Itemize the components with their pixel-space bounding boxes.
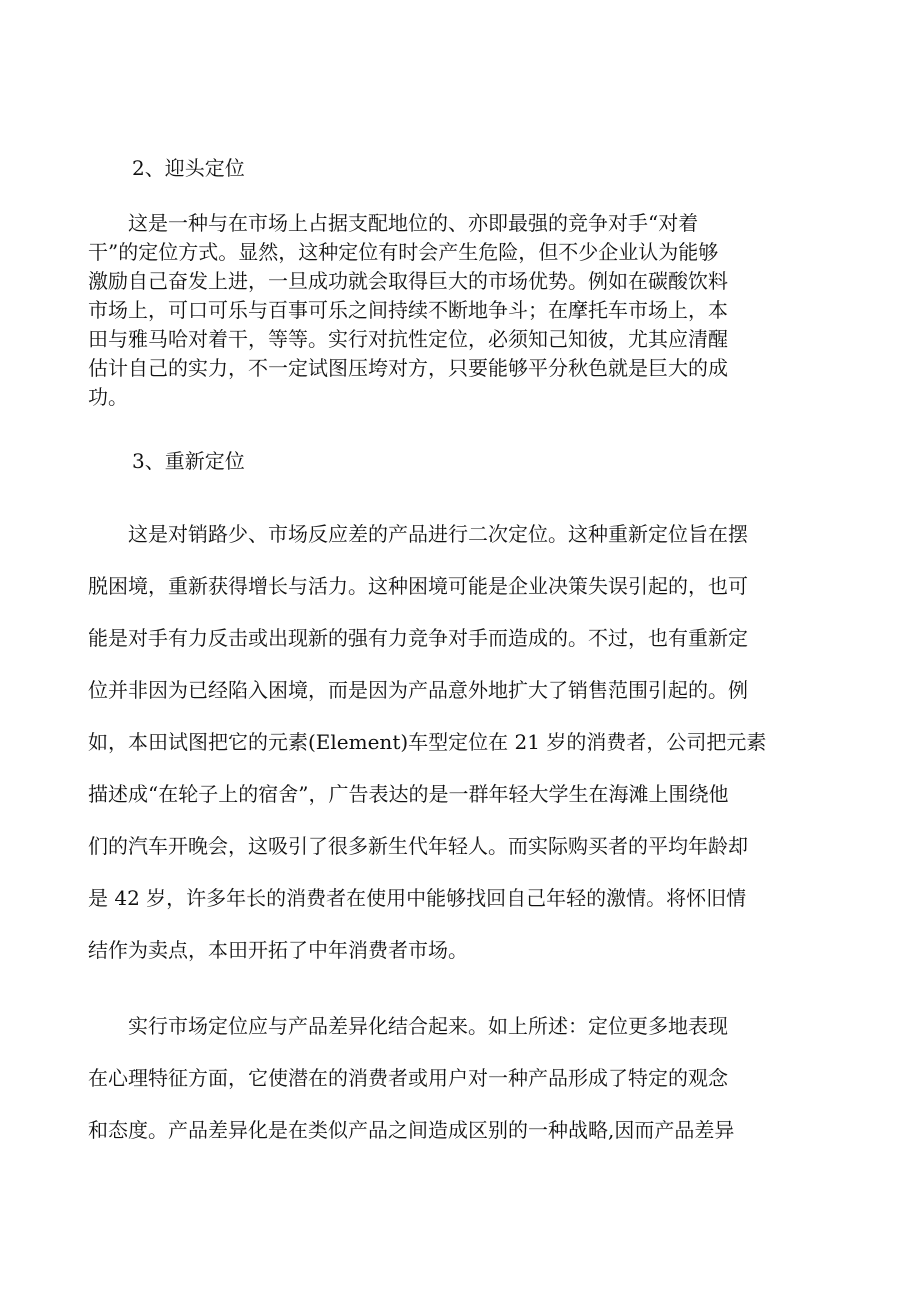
section-heading-2: 2、迎头定位 bbox=[132, 156, 245, 180]
text-line: 实行市场定位应与产品差异化结合起来。如上所述：定位更多地表现 bbox=[88, 1014, 728, 1038]
paragraph-differentiation bbox=[88, 1012, 840, 1144]
text-line: 们的汽车开晚会，这吸引了很多新生代年轻人。而实际购买者的平均年龄却 bbox=[88, 834, 748, 858]
text-line: 在心理特征方面，它使潜在的消费者或用户对一种产品形成了特定的观念 bbox=[88, 1066, 728, 1090]
paragraph-repositioning bbox=[88, 520, 840, 964]
text-line: 干”的定位方式。显然，这种定位有时会产生危险，但不少企业认为能够 bbox=[88, 240, 719, 264]
section-heading-3: 3、重新定位 bbox=[132, 449, 245, 473]
text-line: 田与雅马哈对着干，等等。实行对抗性定位，必须知己知彼，尤其应清醒 bbox=[88, 327, 728, 351]
paragraph-head-on-positioning bbox=[88, 209, 840, 411]
text-line: 脱困境，重新获得增长与活力。这种困境可能是企业决策失误引起的，也可 bbox=[88, 574, 748, 598]
text-line: 如，本田试图把它的元素(Element)车型定位在 21 岁的消费者，公司把元素 bbox=[88, 730, 767, 754]
text-line: 这是对销路少、市场反应差的产品进行二次定位。这种重新定位旨在摆 bbox=[88, 522, 748, 546]
text-line: 这是一种与在市场上占据支配地位的、亦即最强的竞争对手“对着 bbox=[88, 211, 699, 235]
text-line: 功。 bbox=[88, 385, 128, 409]
text-line: 估计自己的实力，不一定试图压垮对方，只要能够平分秋色就是巨大的成 bbox=[88, 356, 728, 380]
text-line: 市场上，可口可乐与百事可乐之间持续不断地争斗；在摩托车市场上，本 bbox=[88, 298, 728, 322]
text-line: 描述成“在轮子上的宿舍”，广告表达的是一群年轻大学生在海滩上围绕他 bbox=[88, 782, 729, 806]
text-line: 能是对手有力反击或出现新的强有力竞争对手而造成的。不过，也有重新定 bbox=[88, 626, 748, 650]
text-line: 位并非因为已经陷入困境，而是因为产品意外地扩大了销售范围引起的。例 bbox=[88, 678, 748, 702]
text-line: 是 42 岁，许多年长的消费者在使用中能够找回自己年轻的激情。将怀旧情 bbox=[88, 886, 747, 910]
text-line: 和态度。产品差异化是在类似产品之间造成区别的一种战略,因而产品差异 bbox=[88, 1118, 735, 1142]
text-line: 激励自己奋发上进，一旦成功就会取得巨大的市场优势。例如在碳酸饮料 bbox=[88, 269, 728, 293]
text-line: 结作为卖点，本田开拓了中年消费者市场。 bbox=[88, 938, 468, 962]
